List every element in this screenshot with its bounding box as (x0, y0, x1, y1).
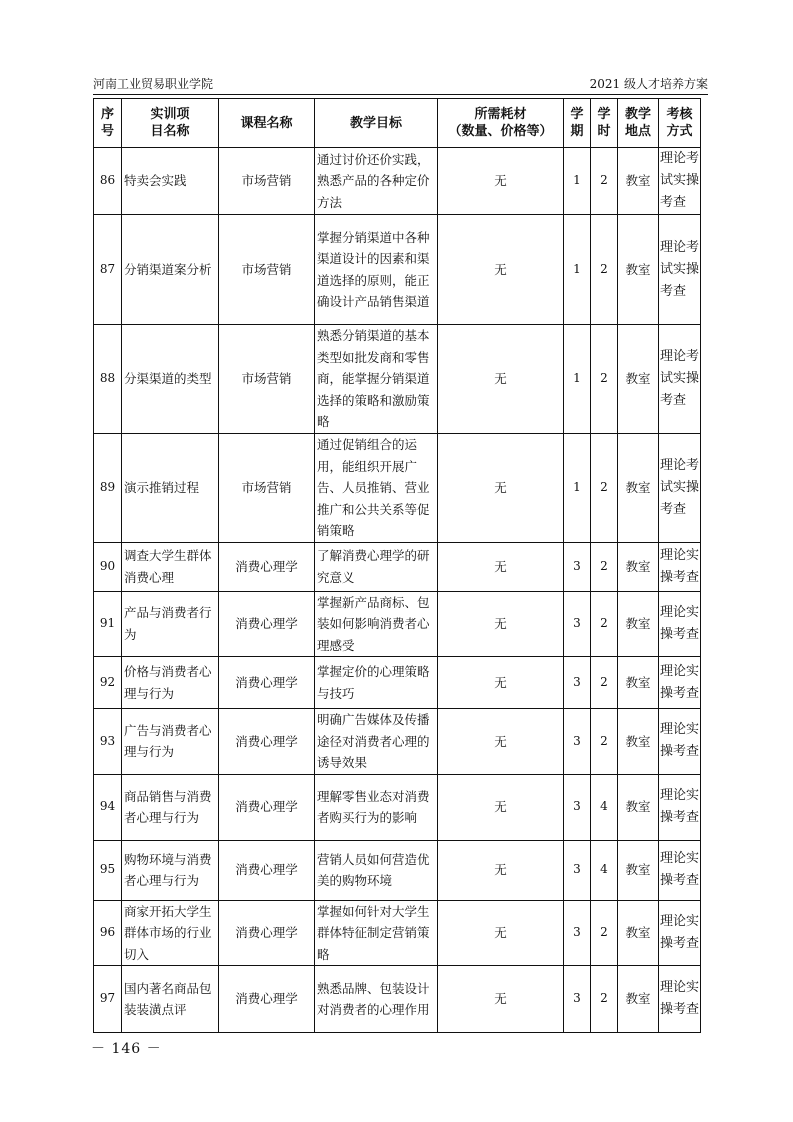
cell-no: 86 (94, 148, 122, 215)
cell-exam: 理论考试实操考查 (659, 434, 701, 543)
cell-goal: 通过促销组合的运用，能组织开展广告、人员推销、营业推广和公共关系等促销策略 (315, 434, 438, 543)
column-header-materials (438, 99, 564, 148)
cell-exam: 理论考试实操考查 (659, 325, 701, 434)
cell-materials: 无 (438, 215, 564, 325)
cell-project: 价格与消费者心理与行为 (122, 657, 219, 709)
cell-goal: 熟悉品牌、包装设计对消费者的心理作用 (315, 966, 438, 1033)
cell-term: 3 (564, 657, 591, 709)
cell-project: 国内著名商品包装装潢点评 (122, 966, 219, 1033)
cell-course: 消费心理学 (219, 774, 315, 840)
cell-materials: 无 (438, 591, 564, 657)
header-line: 学 (570, 107, 584, 122)
cell-goal: 掌握定价的心理策略与技巧 (315, 657, 438, 709)
cell-no: 94 (94, 774, 122, 840)
cell-course: 消费心理学 (219, 657, 315, 709)
cell-hours: 4 (591, 840, 618, 900)
cell-hours: 2 (591, 709, 618, 775)
cell-course: 市场营销 (219, 215, 315, 325)
column-header-place (618, 99, 659, 148)
cell-course: 市场营销 (219, 148, 315, 215)
cell-term: 1 (564, 434, 591, 543)
cell-term: 3 (564, 840, 591, 900)
header-line: 目名称 (150, 124, 190, 139)
header-line: 时 (597, 124, 611, 139)
header-line: 考核 (666, 107, 693, 122)
cell-no: 91 (94, 591, 122, 657)
cell-place: 教室 (618, 840, 659, 900)
cell-goal: 掌握新产品商标、包装如何影响消费者心理感受 (315, 591, 438, 657)
cell-project: 产品与消费者行为 (122, 591, 219, 657)
cell-no: 90 (94, 542, 122, 591)
cell-place: 教室 (618, 900, 659, 966)
cell-goal: 理解零售业态对消费者购买行为的影响 (315, 774, 438, 840)
cell-hours: 2 (591, 591, 618, 657)
column-header-hours (591, 99, 618, 148)
cell-term: 3 (564, 774, 591, 840)
cell-materials: 无 (438, 774, 564, 840)
cell-no: 88 (94, 325, 122, 434)
cell-no: 87 (94, 215, 122, 325)
cell-place: 教室 (618, 657, 659, 709)
cell-course: 市场营销 (219, 325, 315, 434)
cell-hours: 2 (591, 542, 618, 591)
cell-no: 97 (94, 966, 122, 1033)
column-header-term (564, 99, 591, 148)
cell-place: 教室 (618, 215, 659, 325)
header-rule (93, 94, 708, 95)
table-row (94, 709, 701, 775)
cell-no: 96 (94, 900, 122, 966)
cell-place: 教室 (618, 591, 659, 657)
cell-materials: 无 (438, 148, 564, 215)
table-row (94, 966, 701, 1033)
column-header-no (94, 99, 122, 148)
header-line: 实训项 (150, 107, 190, 122)
cell-exam: 理论实操考查 (659, 709, 701, 775)
cell-project: 广告与消费者心理与行为 (122, 709, 219, 775)
cell-hours: 2 (591, 966, 618, 1033)
table-row (94, 434, 701, 543)
table-row (94, 591, 701, 657)
cell-exam: 理论实操考查 (659, 840, 701, 900)
header-line: 课程名称 (240, 115, 293, 131)
cell-no: 95 (94, 840, 122, 900)
cell-term: 3 (564, 966, 591, 1033)
cell-materials: 无 (438, 840, 564, 900)
cell-exam: 理论考试实操考查 (659, 148, 701, 215)
cell-term: 3 (564, 900, 591, 966)
page-number: － 146 － (91, 1041, 162, 1057)
cell-goal: 明确广告媒体及传播途径对消费者心理的诱导效果 (315, 709, 438, 775)
header-line: 期 (570, 124, 584, 139)
cell-term: 3 (564, 709, 591, 775)
header-line: 学 (597, 107, 611, 122)
header-line: 地点 (624, 124, 651, 139)
header-line: 方式 (666, 124, 693, 139)
cell-course: 消费心理学 (219, 966, 315, 1033)
table-row (94, 840, 701, 900)
cell-goal: 掌握如何针对大学生群体特征制定营销策略 (315, 900, 438, 966)
cell-place: 教室 (618, 709, 659, 775)
cell-term: 1 (564, 215, 591, 325)
cell-course: 消费心理学 (219, 900, 315, 966)
cell-project: 演示推销过程 (122, 434, 219, 543)
cell-materials: 无 (438, 542, 564, 591)
cell-goal: 掌握分销渠道中各种渠道设计的因素和渠道选择的原则，能正确设计产品销售渠道 (315, 215, 438, 325)
cell-course: 消费心理学 (219, 591, 315, 657)
cell-term: 3 (564, 542, 591, 591)
cell-goal: 营销人员如何营造优美的购物环境 (315, 840, 438, 900)
cell-project: 购物环境与消费者心理与行为 (122, 840, 219, 900)
column-header-project (122, 99, 219, 148)
cell-exam: 理论考试实操考查 (659, 215, 701, 325)
cell-materials: 无 (438, 709, 564, 775)
table-row (94, 325, 701, 434)
cell-no: 92 (94, 657, 122, 709)
cell-exam: 理论实操考查 (659, 900, 701, 966)
header-document-title: 2021 级人才培养方案 (589, 77, 708, 91)
table-row (94, 215, 701, 325)
cell-goal: 熟悉分销渠道的基本类型如批发商和零售商，能掌握分销渠道选择的策略和激励策略 (315, 325, 438, 434)
cell-hours: 4 (591, 774, 618, 840)
column-header-exam (659, 99, 701, 148)
cell-materials: 无 (438, 325, 564, 434)
training-projects-table (93, 98, 701, 1033)
cell-place: 教室 (618, 148, 659, 215)
cell-hours: 2 (591, 148, 618, 215)
cell-place: 教室 (618, 434, 659, 543)
cell-course: 消费心理学 (219, 840, 315, 900)
header-line: 教学目标 (349, 115, 402, 131)
header-line: 号 (100, 124, 114, 139)
cell-hours: 2 (591, 215, 618, 325)
table-row (94, 774, 701, 840)
table-row (94, 148, 701, 215)
cell-project: 商品销售与消费者心理与行为 (122, 774, 219, 840)
cell-goal: 通过讨价还价实践，熟悉产品的各种定价方法 (315, 148, 438, 215)
cell-materials: 无 (438, 966, 564, 1033)
table-row (94, 657, 701, 709)
column-header-course (219, 99, 315, 148)
cell-project: 分渠渠道的类型 (122, 325, 219, 434)
cell-project: 商家开拓大学生群体市场的行业切入 (122, 900, 219, 966)
header-line: （数量、价格等） (448, 124, 553, 139)
cell-place: 教室 (618, 325, 659, 434)
table-row (94, 542, 701, 591)
cell-hours: 2 (591, 900, 618, 966)
running-header (93, 76, 708, 92)
cell-exam: 理论实操考查 (659, 966, 701, 1033)
cell-goal: 了解消费心理学的研究意义 (315, 542, 438, 591)
table-header-row (94, 99, 701, 148)
cell-place: 教室 (618, 542, 659, 591)
cell-course: 消费心理学 (219, 709, 315, 775)
cell-exam: 理论实操考查 (659, 591, 701, 657)
cell-term: 1 (564, 148, 591, 215)
cell-term: 3 (564, 591, 591, 657)
cell-course: 消费心理学 (219, 542, 315, 591)
cell-project: 特卖会实践 (122, 148, 219, 215)
cell-hours: 2 (591, 657, 618, 709)
cell-project: 调查大学生群体消费心理 (122, 542, 219, 591)
column-header-goal (315, 99, 438, 148)
cell-no: 93 (94, 709, 122, 775)
cell-course: 市场营销 (219, 434, 315, 543)
cell-term: 1 (564, 325, 591, 434)
header-school-name: 河南工业贸易职业学院 (93, 77, 214, 91)
header-line: 所需耗材 (474, 107, 527, 122)
cell-materials: 无 (438, 900, 564, 966)
cell-exam: 理论实操考查 (659, 774, 701, 840)
cell-exam: 理论实操考查 (659, 657, 701, 709)
cell-place: 教室 (618, 774, 659, 840)
cell-project: 分销渠道案分析 (122, 215, 219, 325)
cell-materials: 无 (438, 434, 564, 543)
cell-hours: 2 (591, 434, 618, 543)
cell-no: 89 (94, 434, 122, 543)
header-line: 序 (100, 107, 114, 122)
cell-exam: 理论实操考查 (659, 542, 701, 591)
header-line: 教学 (624, 107, 651, 122)
table-row (94, 900, 701, 966)
cell-hours: 2 (591, 325, 618, 434)
cell-place: 教室 (618, 966, 659, 1033)
cell-materials: 无 (438, 657, 564, 709)
